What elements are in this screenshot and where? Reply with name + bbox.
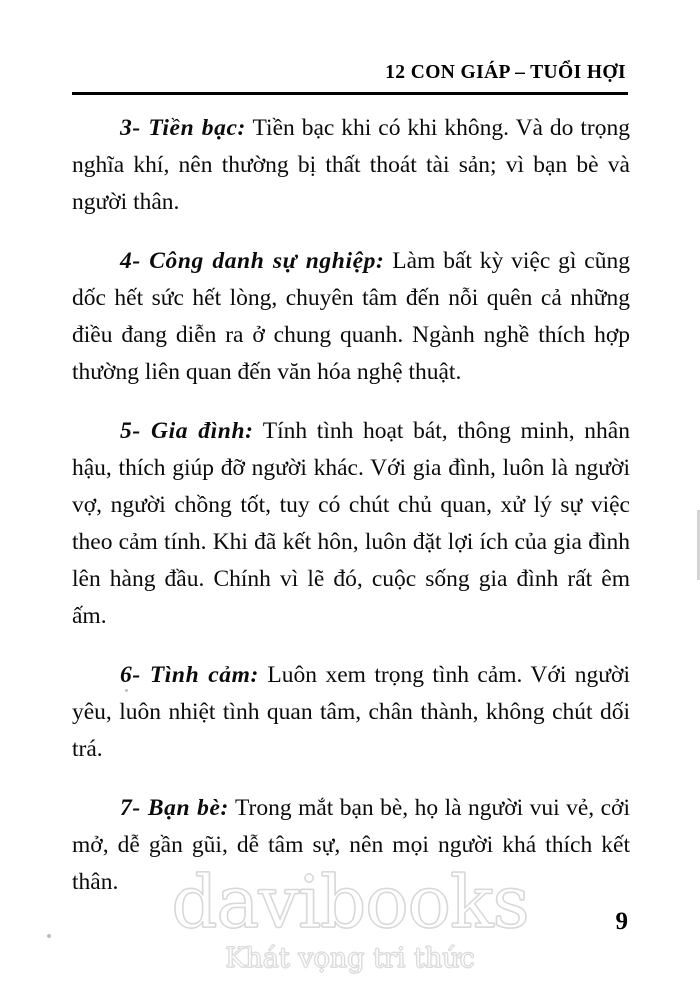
watermark-logo-text: davibooks <box>171 860 529 944</box>
paragraph-ban-be <box>72 790 630 901</box>
scan-artifact-dot <box>47 934 51 938</box>
watermark-tagline: Khát vọng tri thức <box>225 943 475 974</box>
paragraph-cong-danh-su-nghiep <box>72 243 630 391</box>
paragraph-body-gia-dinh: Tính tình hoạt bát, thông minh, nhân hậu, thích giúp đỡ người khác. Với gia đình, luôn là người vợ, người chồng tốt, tuy có chút chủ quan, xử lý sự việc theo cảm tính. Khi đã kết hôn, luôn đặt lợi ích của gia đình lên hàng đầu. Chính vì lẽ đó, cuộc sống gia đình rất êm ấm. <box>72 418 630 629</box>
paragraph-lead-tien-bac: 3- Tiền bạc: <box>120 115 246 141</box>
paragraph-lead-ban-be: 7- Bạn bè: <box>120 795 229 821</box>
paragraph-lead-gia-dinh: 5- Gia đình: <box>120 418 254 444</box>
paragraph-body-tinh-cam: Luôn xem trọng tình cảm. Với người yêu, luôn nhiệt tình quan tâm, chân thành, không chút dối trá. <box>72 662 630 762</box>
paragraph-tien-bac <box>72 110 630 221</box>
paragraph-tinh-cam <box>72 657 630 768</box>
page-number: 9 <box>615 908 628 935</box>
paragraph-body-tien-bac: Tiền bạc khi có khi không. Và do trọng nghĩa khí, nên thường bị thất thoát tài sản; vì bạn bè và người thân. <box>72 115 630 215</box>
paragraph-gia-dinh <box>72 413 630 635</box>
header-divider <box>72 92 628 95</box>
scan-artifact-dot <box>125 689 128 692</box>
paragraph-lead-tinh-cam: 6- Tình cảm: <box>120 662 259 688</box>
header-title: 12 CON GIÁP – TUỔI HỢI <box>385 62 626 83</box>
paragraph-body-cong-danh-su-nghiep: Làm bất kỳ việc gì cũng dốc hết sức hết lòng, chuyên tâm đến nỗi quên cả những điều đang diễn ra ở chung quanh. Ngành nghề thích hợp thường liên quan đến văn hóa nghệ thuật. <box>72 248 630 385</box>
page-content <box>72 110 630 901</box>
page-header <box>72 62 628 84</box>
paragraph-lead-cong-danh-su-nghiep: 4- Công danh sự nghiệp: <box>120 248 385 274</box>
paragraph-body-ban-be: Trong mắt bạn bè, họ là người vui vẻ, cởi mở, dễ gần gũi, dễ tâm sự, nên mọi người khá thích kết thân. <box>72 795 631 895</box>
